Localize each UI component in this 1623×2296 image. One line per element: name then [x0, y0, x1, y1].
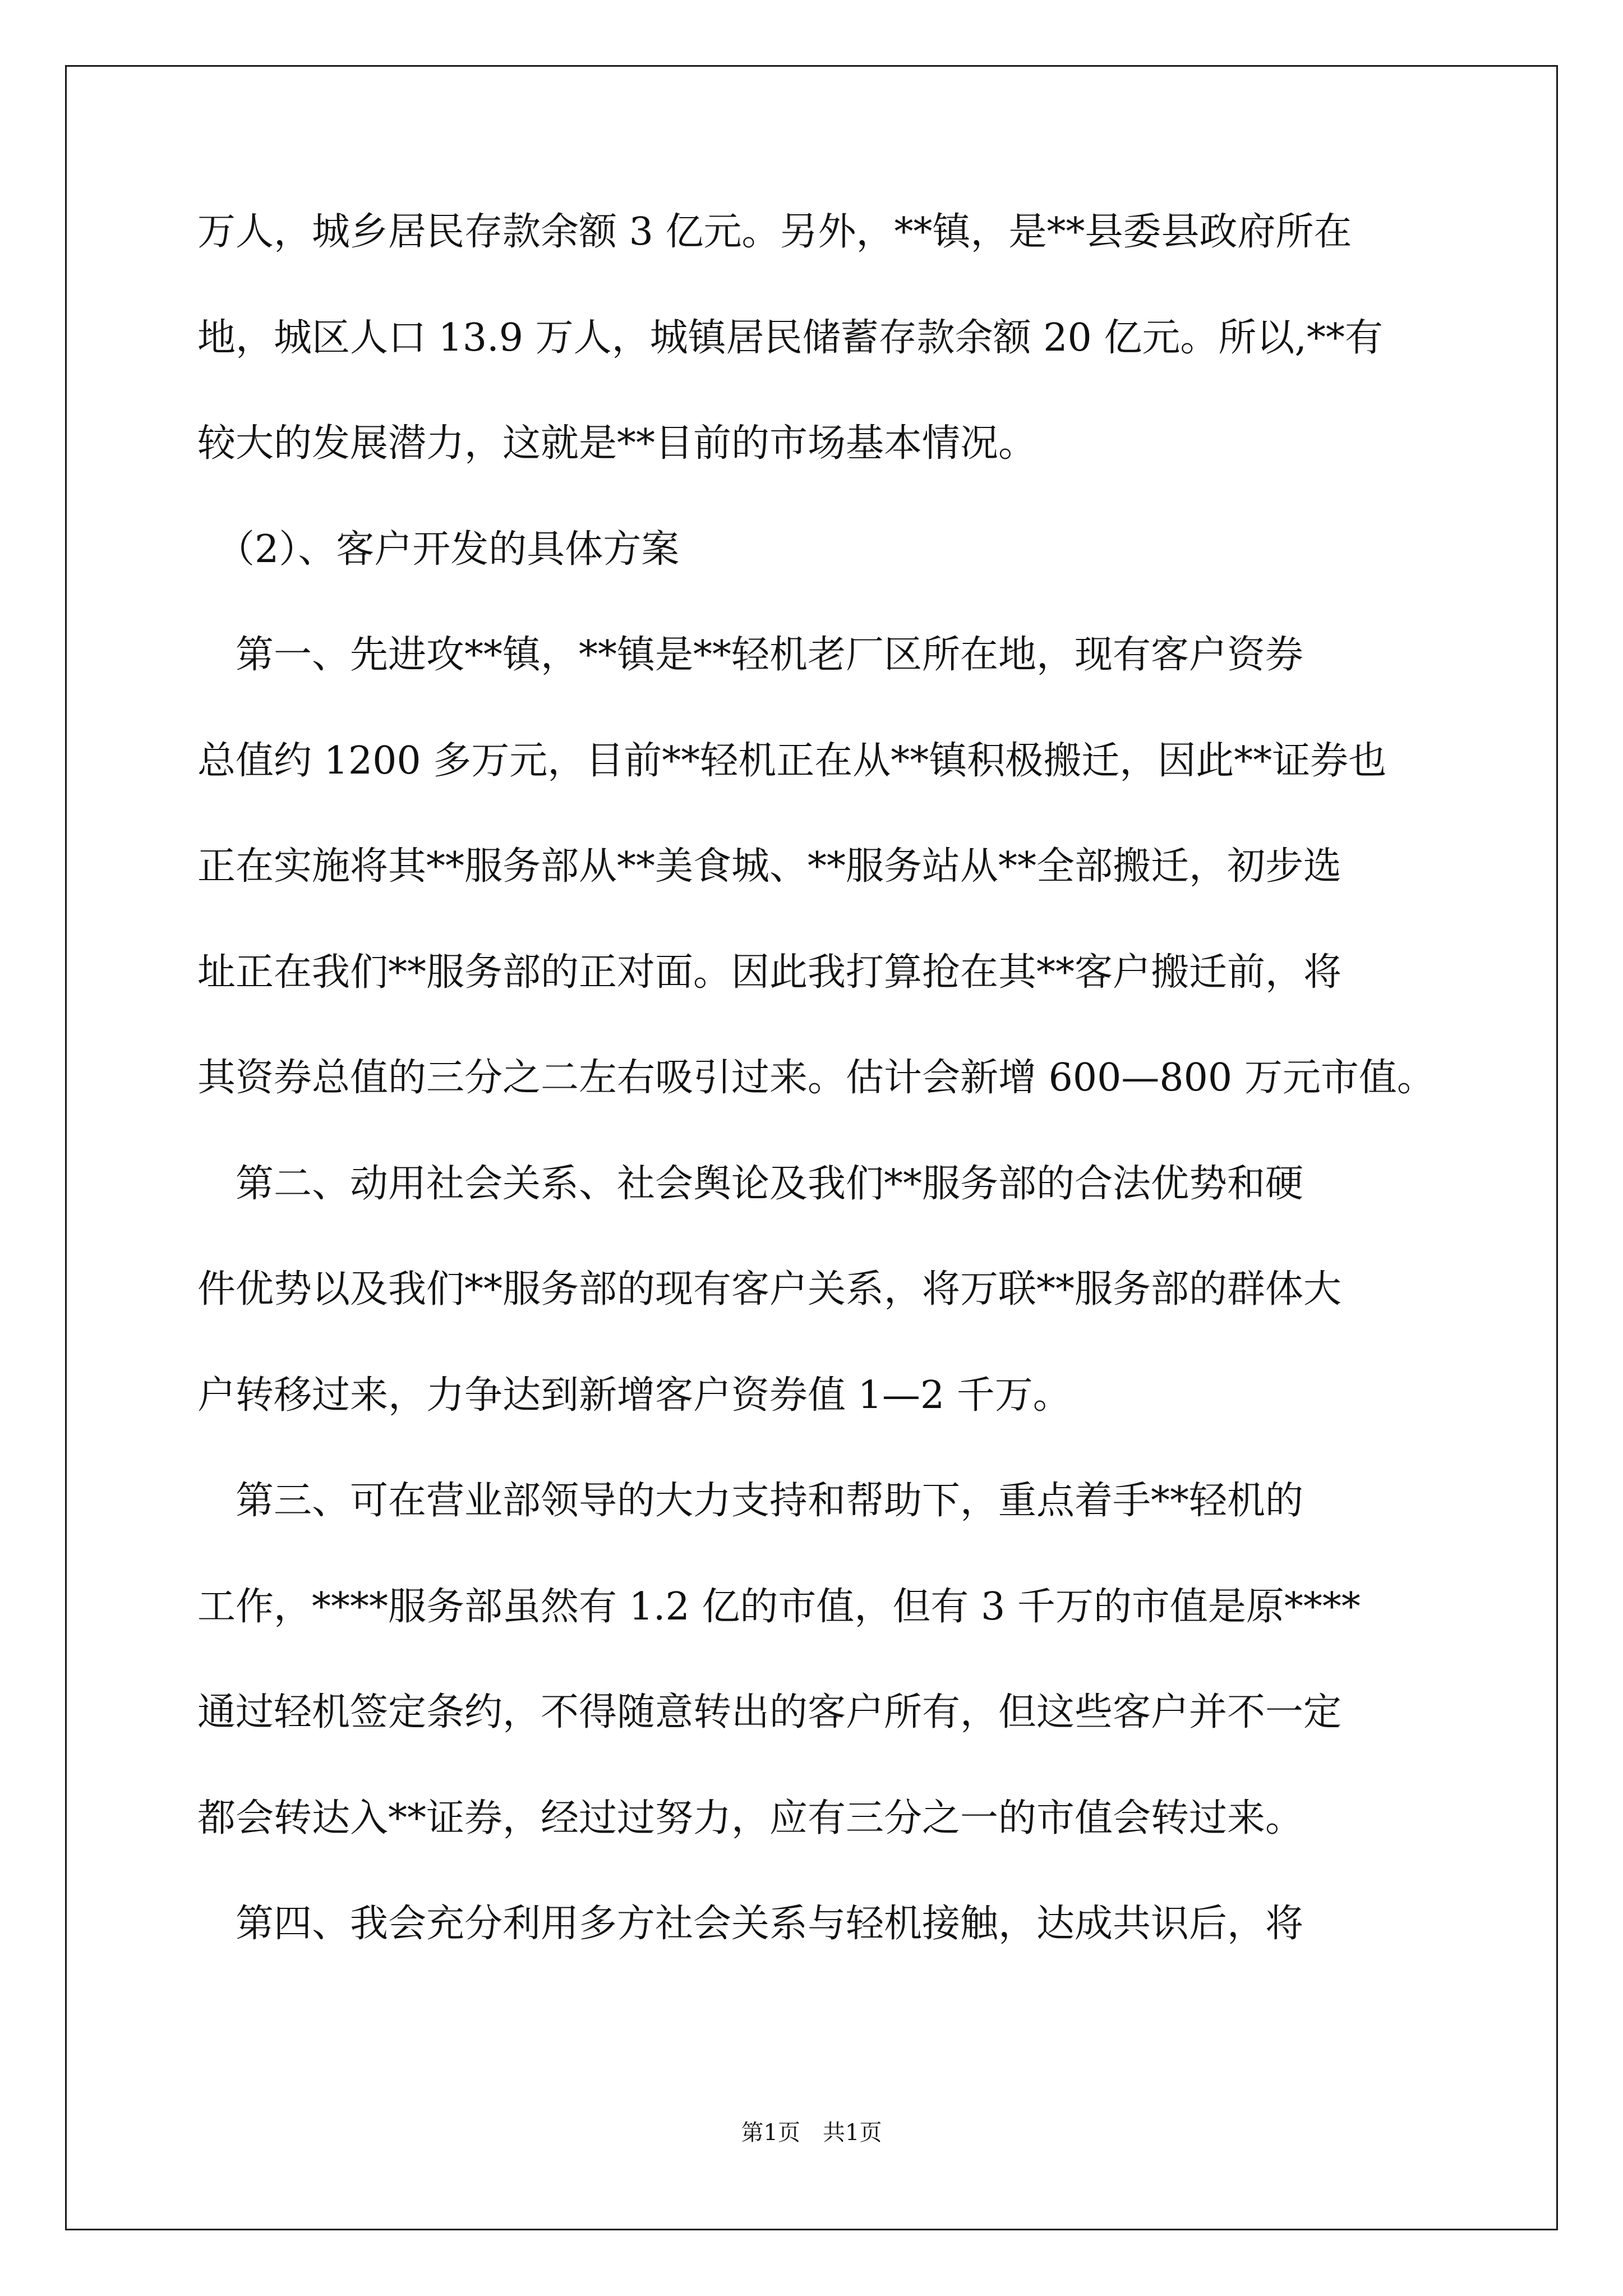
section-heading: （2）、客户开发的具体方案	[197, 527, 680, 572]
text-line: 址正在我们**服务部的正对面。因此我打算抢在其**客户搬迁前，将	[197, 950, 1342, 995]
text-line: 件优势以及我们**服务部的现有客户关系，将万联**服务部的群体大	[197, 1267, 1342, 1312]
text-line: 第三、可在营业部领导的大力支持和帮助下，重点着手**轻机的	[197, 1479, 1304, 1523]
text-line: 第二、动用社会关系、社会舆论及我们**服务部的合法优势和硬	[197, 1161, 1304, 1206]
text-line: 户转移过来，力争达到新增客户资券值 1—2 千万。	[197, 1373, 1071, 1418]
text-line: 正在实施将其**服务部从**美食城、**服务站从**全部搬迁，初步选	[197, 844, 1342, 889]
document-body	[197, 210, 1435, 2011]
text-line: 第一、先进攻**镇，**镇是**轻机老厂区所在地，现有客户资券	[197, 633, 1304, 677]
text-line: 第四、我会充分利用多方社会关系与轻机接触，达成共识后，将	[197, 1902, 1304, 1946]
text-line: 较大的发展潜力，这就是**目前的市场基本情况。	[197, 421, 1037, 466]
page-number: 第1页 共1页	[741, 2120, 882, 2146]
text-line: 都会转达入**证券，经过过努力，应有三分之一的市值会转过来。	[197, 1796, 1304, 1841]
text-line: 通过轻机签定条约，不得随意转出的客户所有，但这些客户并不一定	[197, 1690, 1342, 1734]
text-line: 万人，城乡居民存款余额 3 亿元。另外，**镇，是**县委县政府所在	[197, 210, 1352, 254]
text-line: 其资券总值的三分之二左右吸引过来。估计会新增 600—800 万元市值。	[197, 1056, 1435, 1100]
text-line: 地，城区人口 13.9 万人，城镇居民储蓄存款余额 20 亿元。所以,**有	[197, 315, 1384, 360]
text-line: 总值约 1200 多万元，目前**轻机正在从**镇积极搬迁，因此**证券也	[197, 738, 1387, 783]
text-line: 工作，****服务部虽然有 1.2 亿的市值，但有 3 千万的市值是原****	[197, 1584, 1361, 1629]
